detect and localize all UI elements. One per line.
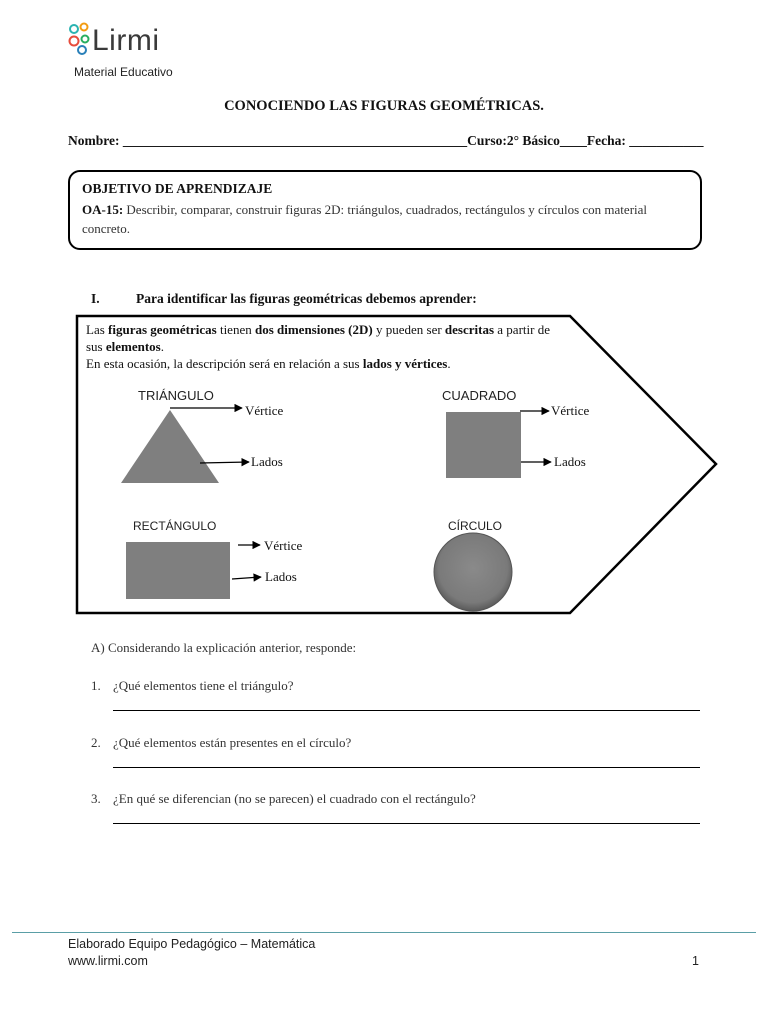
section-number: I.: [91, 291, 100, 306]
intro-bold: lados y vértices: [362, 356, 448, 371]
triangle-shape: [121, 410, 219, 483]
name-field: Nombre: ___________________________________________________: [68, 133, 468, 148]
question-number: 3.: [91, 791, 101, 806]
section-title: Para identificar las figuras geométricas debemos aprender:: [136, 291, 477, 306]
questions-intro: A) Considerando la explicación anterior, responde:: [91, 640, 357, 655]
triangle-vertex-label: Vértice: [245, 403, 284, 418]
square-sides-label: Lados: [554, 454, 586, 469]
answer-line[interactable]: [113, 823, 700, 824]
date-field: Fecha: ___________: [586, 133, 704, 148]
intro-text: a partir de sus: [86, 322, 550, 354]
rectangle-sides-arrow: [232, 577, 261, 579]
rectangle-label: RECTÁNGULO: [133, 519, 217, 533]
square-vertex-label: Vértice: [551, 403, 590, 418]
answer-line[interactable]: [113, 710, 700, 711]
square-shape: [446, 412, 521, 478]
intro-bold: figuras geométricas: [108, 322, 217, 337]
objective-code: OA-15:: [82, 202, 124, 217]
triangle-sides-label: Lados: [251, 454, 283, 469]
intro-bold: descritas: [444, 322, 495, 337]
objective-heading: OBJETIVO DE APRENDIZAJE: [82, 181, 273, 196]
question-text: ¿En qué se diferencian (no se parecen) el cuadrado con el rectángulo?: [113, 791, 476, 806]
intro-text: Las: [86, 322, 109, 337]
circle-label: CÍRCULO: [448, 519, 503, 533]
question-text: ¿Qué elementos tiene el triángulo?: [113, 678, 294, 693]
logo-text: Lirmi: [92, 24, 160, 57]
intro-paragraph: [86, 321, 556, 372]
circle-shape: [434, 533, 512, 611]
rectangle-shape: [126, 542, 230, 599]
page-number: 1: [692, 954, 699, 968]
intro-bold: elementos: [105, 339, 161, 354]
square-label: CUADRADO: [442, 388, 517, 403]
triangle-label: TRIÁNGULO: [138, 388, 214, 403]
question-text: ¿Qué elementos están presentes en el círculo?: [113, 735, 352, 750]
footer-website: www.lirmi.com: [68, 954, 148, 968]
intro-bold: dos dimensiones (2D): [254, 322, 373, 337]
logo-subtitle: Material Educativo: [74, 65, 173, 79]
page-title: CONOCIENDO LAS FIGURAS GEOMÉTRICAS.: [224, 98, 544, 114]
rectangle-vertex-label: Vértice: [264, 538, 303, 553]
triangle-sides-arrow: [200, 462, 249, 463]
footer-divider: [12, 932, 756, 933]
intro-text: tienen: [216, 322, 255, 337]
intro-text: .: [160, 339, 164, 354]
rectangle-sides-label: Lados: [265, 569, 297, 584]
answer-line[interactable]: [113, 767, 700, 768]
intro-text: En esta ocasión, la descripción será en relación a sus: [86, 356, 363, 371]
intro-text: y pueden ser: [372, 322, 445, 337]
objective-description: Describir, comparar, construir figuras 2D: triángulos, cuadrados, rectángulos y círculos con material concreto.: [82, 202, 648, 236]
question-number: 1.: [91, 678, 101, 693]
course-field: Curso:2° Básico____: [467, 133, 587, 148]
footer-credit: Elaborado Equipo Pedagógico – Matemática: [68, 937, 316, 951]
intro-text: .: [447, 356, 451, 371]
question-number: 2.: [91, 735, 101, 750]
